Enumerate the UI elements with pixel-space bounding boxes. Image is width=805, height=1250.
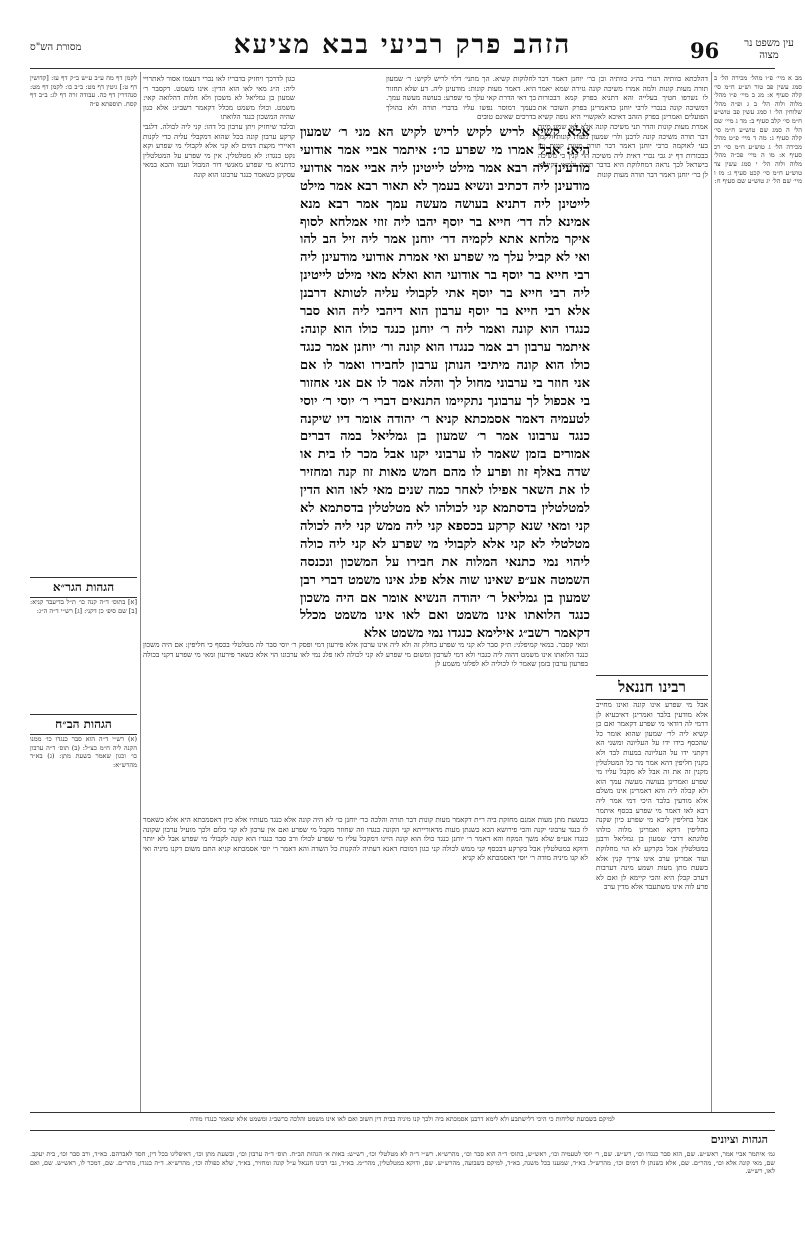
hagahot-bah-column bbox=[30, 735, 137, 1105]
tosafot-left-lower-column bbox=[143, 640, 588, 810]
notes-text: גמ׳ איתמר אביי אמר, ראש״ש. שם, הוא סבר כנגדו וכו׳, רש״ש. שם, ר׳ יוסי לטעמיה וכו׳, ראש״ש, בתוס׳ ד״ה הוא סבר וכו׳, מהרש״א. רש״י ד״ה לא מטלטלי וכו׳, רש״ש: באות א׳ הגהות הב״ח. תוס׳ ד״ה ערבון וכו׳, ובשעת מתן וכו׳, דאיפליגו בכל דין, חסד לאברהם. בא״ד, ורב סבר וכו׳, בית יעקב. שם, מאי קונה אלא וכו׳, מהר״ם. שם, אלא כשנתן לו דמים וכו׳, מהרש״ל. בא״ד, שמענו בכל משנה, בא״ד, למיקם בשבועה, מהרש״ש. שם, ודוקא במטלטלין, מהר״מ. בא״ד, גבי רבינו חננאל ע״ל קונה ומחזיר, בא״ד, שלא כפולה וכו׳, מהרש״א. ד״ה כנגדו, מהר״ם. שם, דמכר לו, ראש״ש. שם, ואם לאו, רש״ש. bbox=[30, 1150, 775, 1176]
notes-column bbox=[30, 1150, 775, 1240]
page-number: 96 bbox=[690, 38, 720, 63]
notes-rule bbox=[30, 1130, 775, 1131]
hagahot-gra-column bbox=[30, 598, 137, 708]
rabbenu-hananel-column bbox=[596, 700, 708, 1110]
ein-mishpat-column bbox=[714, 74, 802, 394]
column-divider bbox=[711, 72, 712, 1112]
tosafot-right-text: דהלכתא כוותיה דגזרי בה״ג כוותיה וכן כר׳ יוחנן דאמר דבר תורה מעות קונות ולמה אמרו משיכה קונה גזירה שמא יאמר לו נשרפו חטיך בעלייה והא דתניא בפרק קמא דבכורות דמשיכה קונה בנכרי לרבי יוחנן כדאמרינן בפרק השוכר את הפועלים ואמרינן בפרק הזהב דאיכא לאקשויי היא גופה קשיא אמרת מעות קונות והדר תני משיכה קונה אלא לאו שמע מינה דבר תורה משיכה קונה לרבנן ולר׳ שמעון מעות קונות ולקמן בעי לאוקמה כרבי יוחנן דאמר דבר תורה מעות קונות וכן בבכורות דף יג גבי נכרי דאית ליה משיכה הוי קנין כי משיכה בישראל לכך נראה דמחלוקת היא בדבר תורה ולמאי דקיימא לן כר׳ יוחנן דאמר דבר תורה מעות קונות bbox=[538, 74, 708, 179]
tosafot-bottom-column bbox=[143, 815, 588, 1110]
rabbenu-hananel-text: אבל מי שפרע אינו קונה ואינו מחייב אלא מודעין בלבד ואמרינן דאיבעיא לן דדמי לה דודאי מי שפרע דקאמר ואם כן קשיא ליה לר׳ שמעון שהוא אומר כל שהכסף בידו ידו על העליונה ומשני הא דקתני ידו על העליונה במעות לבד ולא בקנין חליפין דהא אמר מר כל המטלטלין מקנין זה את זה אבל לא מקבל עליו מי שפרע ואמרינן בעושה מעשה עמך הוא ולא קבלה ליה והא דאמרינן אינו משלם אלא מודעין בלבד היכי דמי אמר ליה רבא לאו דאמר מי שפרע בכסף איתמר אבל בחליפין ליכא מי שפרע כיון שקנה בחליפין דוקא ואמרינן מלוה כולהו פלוגתא דרבי שמעון בן גמליאל ורבנן במטלטלין אבל בקרקע לא הוי מחלוקת ועוד אמרינן ערב אינו צריך קנין אלא בשעת מתן מעות ושמע מינה דערבות דערב קבלן היא והכי קיימא לן ואם לא פרע לוה אינו משתעבד אלא מדין ערב bbox=[596, 700, 708, 892]
header-rule bbox=[30, 68, 775, 69]
bottom-separator bbox=[30, 1112, 775, 1113]
hagahot-gra-text: [א] בתוס׳ ד״ה קנה כו׳ ת״ל בדיעבד קניא: [ב] שם סיפ׳ כן דקני: [ג] רש״י ד״ה ה״ג: bbox=[30, 598, 137, 615]
tosafot-left-upper-text: ובלבד שיחזיק ויתן ערבון כל דהו: קני ליה לכולה. דלגבי קרקע ערבון קונה בכל שהוא דמקבלי עליה כדי לקנות דאיירי מקצת דמים לא קני אלא לקבולי מי שפרע וקא נקט כנגדו: לא מטלטלין. אין מי שפרע על המטלטלין כדתניא מי שפרע מאנשי דור המבול ועמו והכא במאי עסקינן כשאמר כנגד ערבונו הוא קונה bbox=[143, 121, 295, 179]
tosafot-left-lower-text: ומאי קסבר. במאי קמיפלגי: ת״ק סבר לא קני מי שפרע בחלק זה ולא ליה אינו ערבון אלא פירעון דמי ופסק ר׳ יוסי סבר לה מטלטלי בכסף כי חליפין: אם היה משכון כנגד הלואתו אינו משמט דהוה ליה כגבוי ולא דמי לערבון ומשום מי שפרע לא קני לכולה לאו פלג נמי לאו ערבונו הוי אלא כשאר פירעון ומאי מי שפרע דקני בכולה בפרעון ערבון בזמן שאמר לו לכוליה לא לפלוגי משמע לן bbox=[143, 640, 588, 669]
rashi-right-text: לחלוקות קשיא. הך מתני׳ דלוי לריש לקיש: ר׳ שמעון היא. דאמר מעות קונות: מודעינן ליה. דע שלא תחזור בך דאי הדרת קאי עלך מי שפרע: בעושה מעשה עמך. בעמך דמוסר נפשו עליו בדברי תורה ולא בהולך בדרכים שאינם טובים bbox=[386, 74, 536, 122]
ein-mishpat-heading: עין משפט נר מצוה bbox=[744, 38, 794, 61]
gemara-text: אלא קשיא לריש לקיש לריש לקיש הא מני ר׳ שמעון היא: אבל אמרו מי שפרע כו׳: איתמר אביי אמר אודועי מודעינן ליה רבא אמר מילט לייטינן ליה אביי אמר אודועי מודעינן ליה דכתיב ונשיא בעמך לא תאור רבא אמר מילט לייטינן ליה דתניא בעושה מעשה עמך אמר רבא מנא אמינא לה דר׳ חייא בר יוסף יהבו ליה זוזי אמלחא לסוף איקר מלחא אתא לקמיה דר׳ יוחנן אמר ליה זיל הב להו ואי לא קביל עלך מי שפרע ואי אמרת אודועי מודעינן ליה רבי חייא בר יוסף בר אודועי הוא ואלא מאי מילט לייטינן ליה רבי חייא בר יוסף אתי לקבולי עליה לטותא דרבנן אלא רבי חייא בר יוסף ערבון הוא דיהבי ליה הוא סבר כנגדו הוא קונה ואמר ליה ר׳ יוחנן כנגד כולו הוא קונה: איתמר ערבון רב אמר כנגדו הוא קונה ור׳ יוחנן אמר כנגד כולו הוא קונה מיתיבי הנותן ערבון לחבירו ואמר לו אם אני חוזר בי ערבוני מחול לך והלה אמר לו אם אני אחזור בי אכפול לך ערבונך נתקיימו התנאים דברי ר׳ יוסי ר׳ יוסי לטעמיה דאמר אסמכתא קניא ר׳ יהודה אומר דיו שיקנה כנגד ערבונו אמר ר׳ שמעון בן גמליאל במה דברים אמורים בזמן שאמר לו ערבוני יקנו אבל מכר לו בית או שדה באלף זוז ופרע לו מהם חמש מאות זוז קנה ומחזיר לו את השאר אפילו לאחר כמה שנים מאי לאו הוא הדין למטלטלין בדסתמא קני לכולהו לא מטלטלין בדסתמא לא קני ומאי שנא קרקע בכספא קני ליה ממש קני ליה לכולה מטלטלי לא קני אלא לקבולי מי שפרע לא קני ליה כולה ליהוי נמי כתנאי המלוה את חבירו על המשכון ונכנסה השמטה אע״פ שאינו שוה אלא פלג אינו משמט דברי רבן שמעון בן גמליאל ר׳ יהודה הנשיא אומר אם היה משכון כנגד הלואתו אינו משמט ואם לאו אינו משמט מכלל דקאמר רשב״ג אילימא כנגדו נמי משמט אלא bbox=[300, 125, 590, 642]
bottom-line-text: למיקם בשבועת שליחות כי היכי דלישתבע ולא לימא דרבנן אסמכתא ביה ולכך קנו מיניה בבית דין חשוב ואם לאו אינו משמט והלכה כרשב״ג ומשמט אלא שאמר כנגדו מודה bbox=[190, 1115, 615, 1123]
bottom-line bbox=[30, 1115, 775, 1129]
hagahot-bah-heading: הגהות הב״ח bbox=[30, 714, 137, 735]
page-title: הזהב פרק רביעי בבא מציעא bbox=[233, 30, 572, 60]
rashi-left-text: כגון לדרכך ויחזיק בדבריו לאו נכרי דעצמו אסור לאתרויי ליה: ה״ג מאי לאו הוא הדין: אינו משמט. דקסבר ר׳ שמעון בן גמליאל לא משכון ולא חלות דהלואה קאי: משמט. וכולו משמט מכלל דקאמר רשב״ג: אלא כגון שהיה המשכון כנגד הלואתו bbox=[143, 74, 295, 122]
tosafot-bottom-text: כבשעת מתן מעות אמנם מחזקת ביה ר״ת דקאמר מעות קונות דבר תורה והלכה כר׳ יוחנן כו׳ לא היה קונה אלא כנגד מעותיו אלא כיון דאסמכתא היא אלא כשאמר לו כנגד ערבוני יקנה והכי פירושא הכא כשנתן מעות מדאורייתא קני הקונה כנגדו וזה שחוזר מקבל מי שפרע ואם אין ערבון לא קני כלום ולכך מועיל ערבון שקונה כנגדו אע״פ שלא משך המקח והא דאמר ר׳ יוחנן כנגד כולו הוא קונה היינו דמקבל עליו מי שפרע לכולו ורב סבר כנגדו הוא קונה לקבולי מי שפרע אבל לא יותר ודוקא במטלטלין אבל בקרקע דבכסף קני ממש לכולה קני כגון דמוכח דאנא דעתיה להקנות כל השדה והא דאמר ר׳ יוסי אסמכתא קניא התם משום דקנו מיניה ואי לא קנו מיניה מודה ר׳ יוסי דאסמכתא לא קניא bbox=[143, 815, 588, 863]
masoret-column bbox=[30, 74, 137, 574]
ein-mishpat-text: מב א מיי׳ פ״ו מהל׳ מכירה הל׳ ב סמג עשין פב טור וש״ע ח״מ סי׳ קלה סעיף א: מג ב מיי׳ פ״ו מהל׳ מלוה ולוה הל׳ ב ג ופ״ה מהל׳ שלוחין הל׳ ו סמג עשין פב טוש״ע ח״מ סי׳ קלב סעיף ב: מד ג מיי׳ שם הל׳ ה סמג שם טוש״ע ח״מ סי׳ קלה סעיף ג: מה ד מיי׳ פ״ט מהל׳ מכירה הל׳ ג טוש״ע ח״מ סי׳ רכ סעיף א: מו ה מיי׳ פכ״ה מהל׳ מלוה ולוה הל׳ י סמג עשין צד טוש״ע ח״מ סי׳ קכט סעיף ג: מז ו מיי׳ שם הל׳ יג טוש״ע שם סעיף ח: bbox=[714, 74, 802, 186]
rashi-left-column bbox=[143, 74, 295, 634]
hagahot-bah-text: (א) רש״י ד״ה הוא סבר כנגדו כו׳ ממנו הקנה ליה ח״מ כצ״ל: (ב) תוס׳ ד״ה ערבון כו׳ וכגון שאמר בשעת מתן: (ג) בא״ד מהרש״א: bbox=[30, 735, 137, 769]
masoret-text: לקמן דף מח ע״ב ע״ש ב״ק דף עז: [קדושין דף ט:] גיטין דף מט: ב״ב כו: לקמן דף מט: סנהדרין דף כה. עבודה זרה דף לג: ב״ב דף קסח. תוספתא פ״ה bbox=[30, 74, 137, 108]
masoret-heading: מסורת הש"ס bbox=[30, 42, 82, 53]
notes-heading: הגהות וציונים bbox=[710, 1133, 768, 1146]
hagahot-gra-heading: הגהות הגר״א bbox=[30, 577, 137, 598]
rabbenu-hananel-heading: רבינו חננאל bbox=[596, 675, 708, 700]
column-divider bbox=[140, 72, 141, 1112]
